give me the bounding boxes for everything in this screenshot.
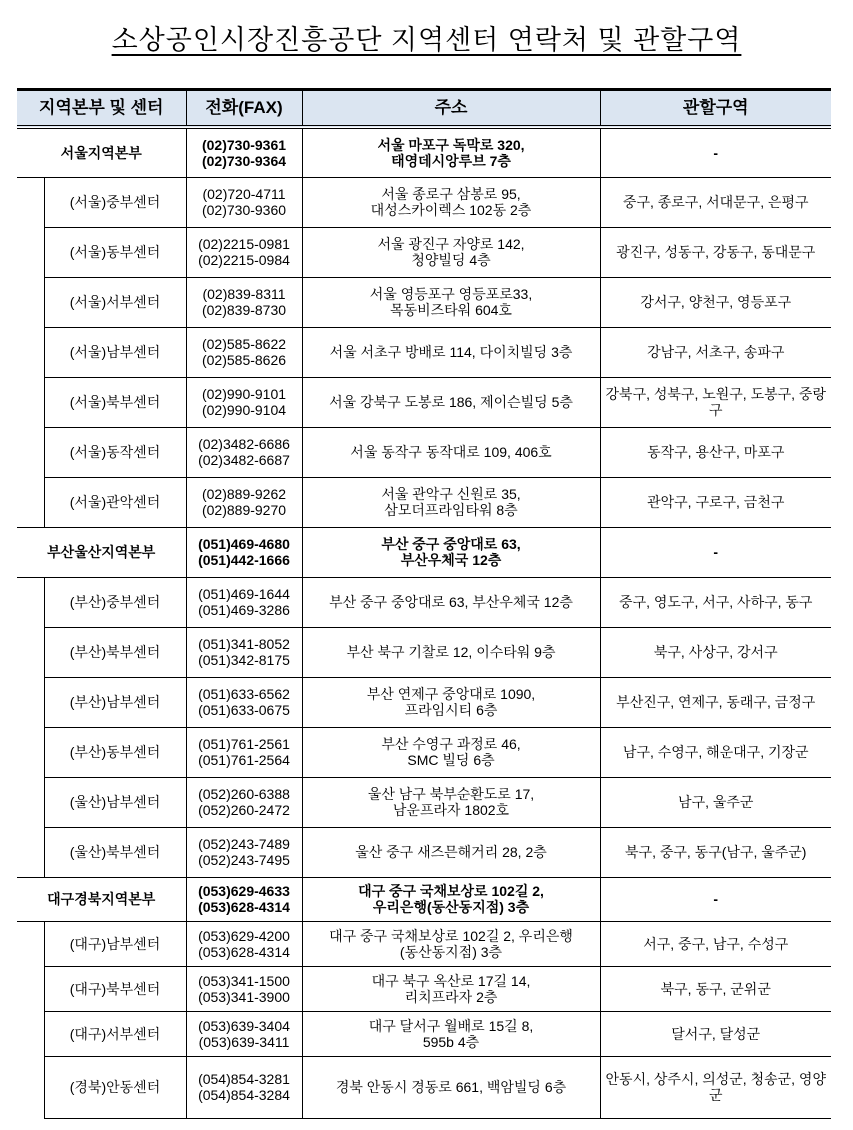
phone-line: (051)633-0675 <box>198 702 290 718</box>
address-line: 부산 중구 중앙대로 63, <box>381 536 521 552</box>
address-line: 대구 중구 국채보상로 102길 2, 우리은행 <box>329 927 573 944</box>
phone-line: (053)628-4314 <box>198 943 290 960</box>
indent-spacer <box>17 921 44 966</box>
address-line: 우리은행(동산동지점) 3층 <box>372 899 530 915</box>
center-name: (부산)북부센터 <box>44 627 186 677</box>
center-phone <box>186 677 302 727</box>
phone-line: (02)3482-6686 <box>198 436 290 452</box>
center-name: (대구)남부센터 <box>44 921 186 966</box>
center-area: 관악구, 구로구, 금천구 <box>600 477 831 527</box>
center-phone <box>186 227 302 277</box>
address-line: 대구 달서구 월배로 15길 8, <box>368 1017 534 1034</box>
phone-line: (051)442-1666 <box>198 552 290 568</box>
indent-spacer <box>17 777 44 827</box>
center-phone <box>186 477 302 527</box>
center-name: (부산)남부센터 <box>44 677 186 727</box>
phone-line: (053)639-3411 <box>198 1033 290 1050</box>
phone-line: (051)469-3286 <box>198 602 290 618</box>
phone-line: (02)839-8730 <box>201 302 287 318</box>
center-address <box>302 227 600 277</box>
center-area: 서구, 중구, 남구, 수성구 <box>600 921 831 966</box>
phone-line: (053)341-3900 <box>198 988 290 1005</box>
center-name: (서울)동부센터 <box>44 227 186 277</box>
center-address <box>302 177 600 227</box>
phone-line: (02)889-9262 <box>201 486 287 502</box>
address-line: 서울 동작구 동작대로 109, 406호 <box>350 444 552 460</box>
address-line: 대구 북구 옥산로 17길 14, <box>371 972 531 989</box>
phone-line: (02)990-9104 <box>201 402 287 418</box>
center-address <box>302 427 600 477</box>
address-line: 울산 남구 북부순환도로 17, <box>367 786 535 802</box>
center-name: (대구)서부센터 <box>44 1011 186 1056</box>
center-row <box>17 427 831 477</box>
phone-line: (02)720-4711 <box>202 186 286 202</box>
center-area: 광진구, 성동구, 강동구, 동대문구 <box>600 227 831 277</box>
center-name: (서울)남부센터 <box>44 327 186 377</box>
center-address <box>302 377 600 427</box>
phone-line: (053)629-4200 <box>198 927 290 944</box>
center-row <box>17 277 831 327</box>
center-name: (서울)중부센터 <box>44 177 186 227</box>
center-row <box>17 966 831 1011</box>
address-line: 청양빌딩 4층 <box>411 252 491 268</box>
phone-line: (02)839-8311 <box>202 286 286 302</box>
center-row <box>17 727 831 777</box>
center-address <box>302 1056 600 1118</box>
center-address <box>302 827 600 877</box>
address-line: 부산우체국 12층 <box>400 552 502 568</box>
center-area: 강남구, 서초구, 송파구 <box>600 327 831 377</box>
center-phone <box>186 966 302 1011</box>
address-line: 서울 관악구 신원로 35, <box>381 486 521 502</box>
indent-spacer <box>17 477 44 527</box>
center-row <box>17 627 831 677</box>
phone-line: (053)341-1500 <box>198 972 290 989</box>
center-row <box>17 577 831 627</box>
header-phone: 전화(FAX) <box>186 90 302 128</box>
phone-line: (051)469-4680 <box>198 536 290 552</box>
phone-line: (02)889-9270 <box>201 502 287 518</box>
center-phone <box>186 627 302 677</box>
center-name: (경북)안동센터 <box>44 1056 186 1118</box>
address-line: 서울 서초구 방배로 114, 다이치빌딩 3층 <box>329 344 573 360</box>
center-phone <box>186 921 302 966</box>
indent-spacer <box>17 1056 44 1118</box>
indent-spacer <box>17 727 44 777</box>
center-name: (울산)북부센터 <box>44 827 186 877</box>
phone-line: (051)761-2561 <box>198 736 290 752</box>
address-line: 대성스카이렉스 102동 2층 <box>370 202 532 218</box>
center-row <box>17 377 831 427</box>
phone-line: (02)730-9361 <box>201 136 287 153</box>
center-area: 강서구, 양천구, 영등포구 <box>600 277 831 327</box>
indent-spacer <box>17 377 44 427</box>
indent-spacer <box>17 327 44 377</box>
address-line: 서울 강북구 도봉로 186, 제이슨빌딩 5층 <box>329 394 573 410</box>
center-row <box>17 1056 831 1118</box>
center-phone <box>186 377 302 427</box>
center-row <box>17 177 831 227</box>
phone-line: (053)628-4314 <box>198 899 290 915</box>
center-row <box>17 777 831 827</box>
hq-area: - <box>600 527 831 577</box>
phone-line: (052)243-7489 <box>198 836 290 852</box>
address-line: 목동비즈타워 604호 <box>390 302 512 318</box>
contact-table <box>17 88 831 1119</box>
hq-phone <box>186 527 302 577</box>
header-center: 지역본부 및 센터 <box>17 90 186 128</box>
center-area: 달서구, 달성군 <box>600 1011 831 1056</box>
hq-row <box>17 127 831 177</box>
center-name: (부산)동부센터 <box>44 727 186 777</box>
center-phone <box>186 577 302 627</box>
phone-line: (054)854-3284 <box>198 1087 290 1103</box>
center-phone <box>186 777 302 827</box>
phone-line: (051)761-2564 <box>198 752 290 768</box>
indent-spacer <box>17 227 44 277</box>
center-phone <box>186 827 302 877</box>
hq-name: 서울지역본부 <box>17 127 186 177</box>
center-name: (대구)북부센터 <box>44 966 186 1011</box>
center-row <box>17 477 831 527</box>
phone-line: (02)3482-6687 <box>198 452 290 468</box>
center-row <box>17 827 831 877</box>
center-address <box>302 327 600 377</box>
center-address <box>302 727 600 777</box>
center-name: (울산)남부센터 <box>44 777 186 827</box>
phone-line: (053)639-3404 <box>198 1017 290 1034</box>
center-row <box>17 227 831 277</box>
phone-line: (053)629-4633 <box>198 883 290 899</box>
hq-area: - <box>600 877 831 921</box>
phone-line: (051)341-8052 <box>198 636 290 652</box>
address-line: 부산 북구 기찰로 12, 이수타워 9층 <box>346 644 556 660</box>
phone-line: (02)2215-0981 <box>198 236 290 252</box>
phone-line: (02)990-9101 <box>201 386 287 402</box>
center-name: (부산)중부센터 <box>44 577 186 627</box>
center-area: 동작구, 용산구, 마포구 <box>600 427 831 477</box>
table-header-row <box>17 90 831 128</box>
center-phone <box>186 1011 302 1056</box>
address-line: 서울 영등포구 영등포로33, <box>369 286 533 302</box>
phone-line: (051)342-8175 <box>198 652 290 668</box>
hq-phone <box>186 877 302 921</box>
phone-line: (02)730-9364 <box>201 152 287 169</box>
indent-spacer <box>17 677 44 727</box>
phone-line: (02)585-8622 <box>201 336 287 352</box>
address-line: 부산 수영구 과정로 46, <box>381 736 521 752</box>
address-line: 태영데시앙루브 7층 <box>391 152 511 169</box>
center-area: 북구, 사상구, 강서구 <box>600 627 831 677</box>
phone-line: (052)260-6388 <box>198 786 290 802</box>
phone-line: (051)469-1644 <box>198 586 290 602</box>
center-address <box>302 1011 600 1056</box>
center-area: 중구, 종로구, 서대문구, 은평구 <box>600 177 831 227</box>
hq-phone <box>186 127 302 177</box>
phone-line: (02)585-8626 <box>201 352 287 368</box>
address-line: 경북 안동시 경동로 661, 백암빌딩 6층 <box>335 1079 567 1095</box>
phone-line: (02)730-9360 <box>201 202 287 218</box>
address-line: 울산 중구 새즈믄해거리 28, 2층 <box>355 844 547 860</box>
hq-row <box>17 877 831 921</box>
center-phone <box>186 1056 302 1118</box>
indent-spacer <box>17 966 44 1011</box>
center-address <box>302 277 600 327</box>
center-address <box>302 777 600 827</box>
center-area: 북구, 동구, 군위군 <box>600 966 831 1011</box>
center-address <box>302 577 600 627</box>
center-name: (서울)서부센터 <box>44 277 186 327</box>
center-row <box>17 677 831 727</box>
center-phone <box>186 277 302 327</box>
address-line: 595b 4층 <box>422 1033 480 1050</box>
hq-address <box>302 877 600 921</box>
center-row <box>17 327 831 377</box>
indent-spacer <box>17 827 44 877</box>
center-area: 남구, 수영구, 해운대구, 기장군 <box>600 727 831 777</box>
indent-spacer <box>17 177 44 227</box>
center-area: 북구, 중구, 동구(남구, 울주군) <box>600 827 831 877</box>
address-line: (동산동지점) 3층 <box>399 943 503 960</box>
address-line: 남운프라자 1802호 <box>392 802 510 818</box>
address-line: 부산 중구 중앙대로 63, 부산우체국 12층 <box>329 594 573 610</box>
phone-line: (02)2215-0984 <box>198 252 290 268</box>
center-address <box>302 966 600 1011</box>
center-name: (서울)관악센터 <box>44 477 186 527</box>
center-address <box>302 921 600 966</box>
address-line: 서울 마포구 독막로 320, <box>377 136 525 153</box>
phone-line: (054)854-3281 <box>198 1071 290 1087</box>
indent-spacer <box>17 277 44 327</box>
address-line: SMC 빌딩 6층 <box>407 752 495 768</box>
address-line: 삼모더프라임타워 8층 <box>384 502 518 518</box>
address-line: 서울 광진구 자양로 142, <box>377 236 525 252</box>
header-address: 주소 <box>302 90 600 128</box>
center-phone <box>186 427 302 477</box>
center-phone <box>186 327 302 377</box>
phone-line: (052)260-2472 <box>198 802 290 818</box>
page-title: 소상공인시장진흥공단 지역센터 연락처 및 관할구역 <box>111 25 742 55</box>
header-area: 관할구역 <box>600 90 831 128</box>
address-line: 서울 종로구 삼봉로 95, <box>381 186 521 202</box>
center-area: 부산진구, 연제구, 동래구, 금정구 <box>600 677 831 727</box>
phone-line: (052)243-7495 <box>198 852 290 868</box>
center-area: 강북구, 성북구, 노원구, 도봉구, 중랑구 <box>600 377 831 427</box>
hq-name: 부산울산지역본부 <box>17 527 186 577</box>
indent-spacer <box>17 427 44 477</box>
indent-spacer <box>17 627 44 677</box>
center-row <box>17 1011 831 1056</box>
center-address <box>302 677 600 727</box>
center-area: 안동시, 상주시, 의성군, 청송군, 영양군 <box>600 1056 831 1118</box>
center-phone <box>186 177 302 227</box>
center-address <box>302 627 600 677</box>
address-line: 리치프라자 2층 <box>404 988 498 1005</box>
center-area: 남구, 울주군 <box>600 777 831 827</box>
indent-spacer <box>17 577 44 627</box>
address-line: 부산 연제구 중앙대로 1090, <box>366 686 536 702</box>
center-area: 중구, 영도구, 서구, 사하구, 동구 <box>600 577 831 627</box>
address-line: 대구 중구 국채보상로 102길 2, <box>358 883 544 899</box>
center-row <box>17 921 831 966</box>
hq-area: - <box>600 127 831 177</box>
hq-name: 대구경북지역본부 <box>17 877 186 921</box>
center-address <box>302 477 600 527</box>
address-line: 프라임시티 6층 <box>404 702 498 718</box>
hq-row <box>17 527 831 577</box>
center-name: (서울)북부센터 <box>44 377 186 427</box>
hq-address <box>302 527 600 577</box>
hq-address <box>302 127 600 177</box>
phone-line: (051)633-6562 <box>198 686 290 702</box>
center-phone <box>186 727 302 777</box>
center-name: (서울)동작센터 <box>44 427 186 477</box>
indent-spacer <box>17 1011 44 1056</box>
